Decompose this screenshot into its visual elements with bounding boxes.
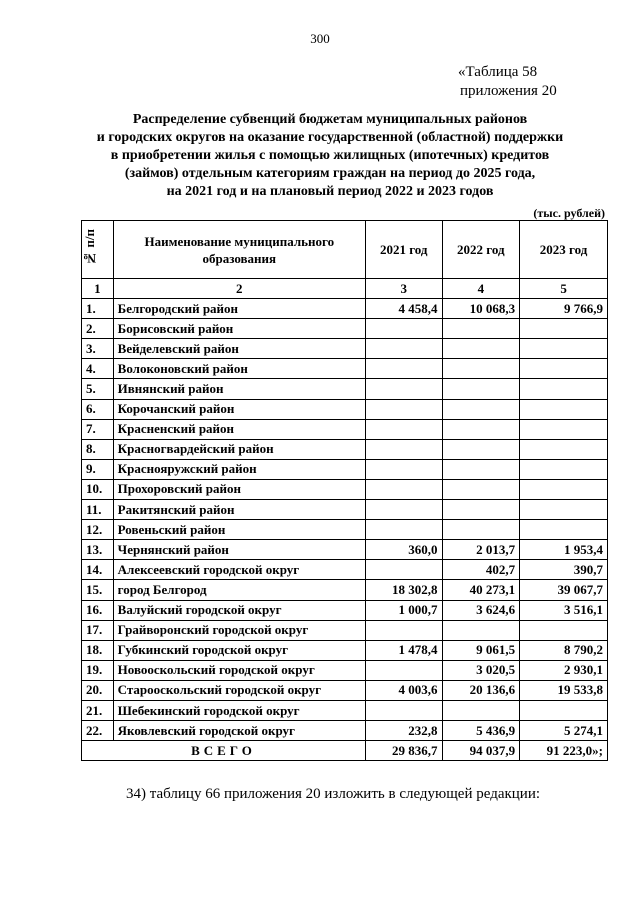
table-row	[82, 660, 608, 680]
row-number: 21.	[82, 700, 114, 720]
value-2022	[442, 379, 520, 399]
value-2022	[442, 479, 520, 499]
value-2022: 3 624,6	[442, 600, 520, 620]
header-num: № п/п	[82, 221, 114, 279]
row-number: 3.	[82, 339, 114, 359]
table-row	[82, 359, 608, 379]
value-2023: 3 516,1	[520, 600, 608, 620]
value-2021: 1 478,4	[365, 640, 442, 660]
value-2021	[365, 620, 442, 640]
table-row	[82, 319, 608, 339]
footer-instruction: 34) таблицу 66 приложения 20 изложить в следующей редакции:	[126, 786, 541, 802]
value-2023	[520, 419, 608, 439]
page-number: 300	[310, 31, 330, 46]
value-2021	[365, 319, 442, 339]
value-2023	[520, 359, 608, 379]
value-2022	[442, 700, 520, 720]
value-2022	[442, 399, 520, 419]
title-line: и городских округов на оказание государственной (областной) поддержки	[96, 130, 564, 145]
row-number: 9.	[82, 459, 114, 479]
value-2021	[365, 379, 442, 399]
row-number: 13.	[82, 540, 114, 560]
table-row	[82, 680, 608, 700]
value-2022	[442, 319, 520, 339]
row-number: 20.	[82, 680, 114, 700]
col-number: 1	[82, 279, 114, 299]
subventions-table	[81, 220, 608, 761]
value-2021	[365, 439, 442, 459]
value-2022: 20 136,6	[442, 680, 520, 700]
table-row	[82, 399, 608, 419]
value-2023	[520, 700, 608, 720]
municipality-name: Новооскольский городской округ	[113, 660, 365, 680]
value-2021: 232,8	[365, 721, 442, 741]
title-line: Распределение субвенций бюджетам муниципальных районов	[132, 112, 528, 127]
municipality-name: Красненский район	[113, 419, 365, 439]
title-line: (займов) отдельным категориям граждан на период до 2025 года,	[124, 166, 536, 181]
col-number: 2	[113, 279, 365, 299]
municipality-name: Чернянский район	[113, 540, 365, 560]
table-ref-line-2: приложения 20	[460, 83, 557, 99]
value-2022	[442, 459, 520, 479]
value-2023	[520, 520, 608, 540]
col-number: 5	[520, 279, 608, 299]
municipality-name: Ровеньский район	[113, 520, 365, 540]
value-2021	[365, 399, 442, 419]
row-number: 16.	[82, 600, 114, 620]
municipality-name: Волоконовский район	[113, 359, 365, 379]
value-2023	[520, 319, 608, 339]
value-2021	[365, 500, 442, 520]
table-row	[82, 479, 608, 499]
value-2021	[365, 560, 442, 580]
value-2022: 9 061,5	[442, 640, 520, 660]
value-2022	[442, 520, 520, 540]
table-row	[82, 721, 608, 741]
value-2023: 9 766,9	[520, 299, 608, 319]
value-2023	[520, 339, 608, 359]
value-2022: 40 273,1	[442, 580, 520, 600]
col-number: 4	[442, 279, 520, 299]
value-2023: 8 790,2	[520, 640, 608, 660]
row-number: 1.	[82, 299, 114, 319]
row-number: 6.	[82, 399, 114, 419]
table-row	[82, 580, 608, 600]
header-2021: 2021 год	[365, 221, 442, 279]
value-2022	[442, 339, 520, 359]
value-2023: 19 533,8	[520, 680, 608, 700]
value-2023	[520, 379, 608, 399]
total-label: ВСЕГО	[82, 741, 366, 761]
row-number: 17.	[82, 620, 114, 640]
value-2021	[365, 520, 442, 540]
municipality-name: Ивнянский район	[113, 379, 365, 399]
table-row	[82, 560, 608, 580]
units-label: (тыс. рублей)	[533, 206, 605, 220]
col-number: 3	[365, 279, 442, 299]
row-number: 5.	[82, 379, 114, 399]
table-row	[82, 419, 608, 439]
table-ref-line-1: «Таблица 58	[458, 64, 538, 80]
row-number: 4.	[82, 359, 114, 379]
value-2023: 390,7	[520, 560, 608, 580]
value-2022	[442, 359, 520, 379]
value-2023	[520, 620, 608, 640]
municipality-name: Прохоровский район	[113, 479, 365, 499]
value-2023: 5 274,1	[520, 721, 608, 741]
table-row	[82, 600, 608, 620]
municipality-name: Белгородский район	[113, 299, 365, 319]
value-2021	[365, 459, 442, 479]
value-2023	[520, 439, 608, 459]
municipality-name: Валуйский городской округ	[113, 600, 365, 620]
table-header-row	[82, 221, 608, 279]
value-2023	[520, 500, 608, 520]
municipality-name: Красногвардейский район	[113, 439, 365, 459]
value-2022: 402,7	[442, 560, 520, 580]
value-2023: 1 953,4	[520, 540, 608, 560]
municipality-name: Старооскольский городской округ	[113, 680, 365, 700]
table-row	[82, 620, 608, 640]
value-2021	[365, 339, 442, 359]
table-row	[82, 439, 608, 459]
value-2023	[520, 399, 608, 419]
row-number: 8.	[82, 439, 114, 459]
total-2023: 91 223,0»;	[520, 741, 608, 761]
value-2022: 2 013,7	[442, 540, 520, 560]
value-2021: 4 458,4	[365, 299, 442, 319]
table-row	[82, 379, 608, 399]
municipality-name: Шебекинский городской округ	[113, 700, 365, 720]
table-reference	[440, 63, 588, 101]
header-2022: 2022 год	[442, 221, 520, 279]
value-2023: 2 930,1	[520, 660, 608, 680]
value-2021: 360,0	[365, 540, 442, 560]
column-number-row	[82, 279, 608, 299]
municipality-name: Вейделевский район	[113, 339, 365, 359]
value-2022: 5 436,9	[442, 721, 520, 741]
municipality-name: Грайворонский городской округ	[113, 620, 365, 640]
document-title	[60, 111, 600, 201]
value-2023	[520, 459, 608, 479]
table-row	[82, 299, 608, 319]
row-number: 7.	[82, 419, 114, 439]
value-2021: 18 302,8	[365, 580, 442, 600]
table-row	[82, 339, 608, 359]
value-2021	[365, 700, 442, 720]
title-line: в приобретении жилья с помощью жилищных (ипотечных) кредитов	[110, 148, 550, 163]
row-number: 12.	[82, 520, 114, 540]
table-row	[82, 500, 608, 520]
table-row	[82, 640, 608, 660]
value-2022	[442, 620, 520, 640]
value-2021	[365, 419, 442, 439]
table-row	[82, 700, 608, 720]
table-row	[82, 520, 608, 540]
municipality-name: Яковлевский городской округ	[113, 721, 365, 741]
value-2023	[520, 479, 608, 499]
row-number: 10.	[82, 479, 114, 499]
value-2021	[365, 359, 442, 379]
value-2022	[442, 439, 520, 459]
table-row	[82, 540, 608, 560]
value-2022	[442, 419, 520, 439]
total-2021: 29 836,7	[365, 741, 442, 761]
table-row	[82, 459, 608, 479]
municipality-name: город Белгород	[113, 580, 365, 600]
header-name: Наименование муниципального образования	[113, 221, 365, 279]
header-2023: 2023 год	[520, 221, 608, 279]
row-number: 2.	[82, 319, 114, 339]
title-line: на 2021 год и на плановый период 2022 и 2023 годов	[166, 184, 494, 199]
municipality-name: Ракитянский район	[113, 500, 365, 520]
municipality-name: Краснояружский район	[113, 459, 365, 479]
value-2021	[365, 660, 442, 680]
value-2022: 3 020,5	[442, 660, 520, 680]
row-number: 18.	[82, 640, 114, 660]
row-number: 22.	[82, 721, 114, 741]
value-2021: 4 003,6	[365, 680, 442, 700]
municipality-name: Алексеевский городской округ	[113, 560, 365, 580]
total-row	[82, 741, 608, 761]
municipality-name: Губкинский городской округ	[113, 640, 365, 660]
row-number: 15.	[82, 580, 114, 600]
row-number: 14.	[82, 560, 114, 580]
municipality-name: Борисовский район	[113, 319, 365, 339]
value-2022: 10 068,3	[442, 299, 520, 319]
municipality-name: Корочанский район	[113, 399, 365, 419]
value-2021: 1 000,7	[365, 600, 442, 620]
row-number: 11.	[82, 500, 114, 520]
value-2021	[365, 479, 442, 499]
value-2023: 39 067,7	[520, 580, 608, 600]
total-2022: 94 037,9	[442, 741, 520, 761]
row-number: 19.	[82, 660, 114, 680]
value-2022	[442, 500, 520, 520]
